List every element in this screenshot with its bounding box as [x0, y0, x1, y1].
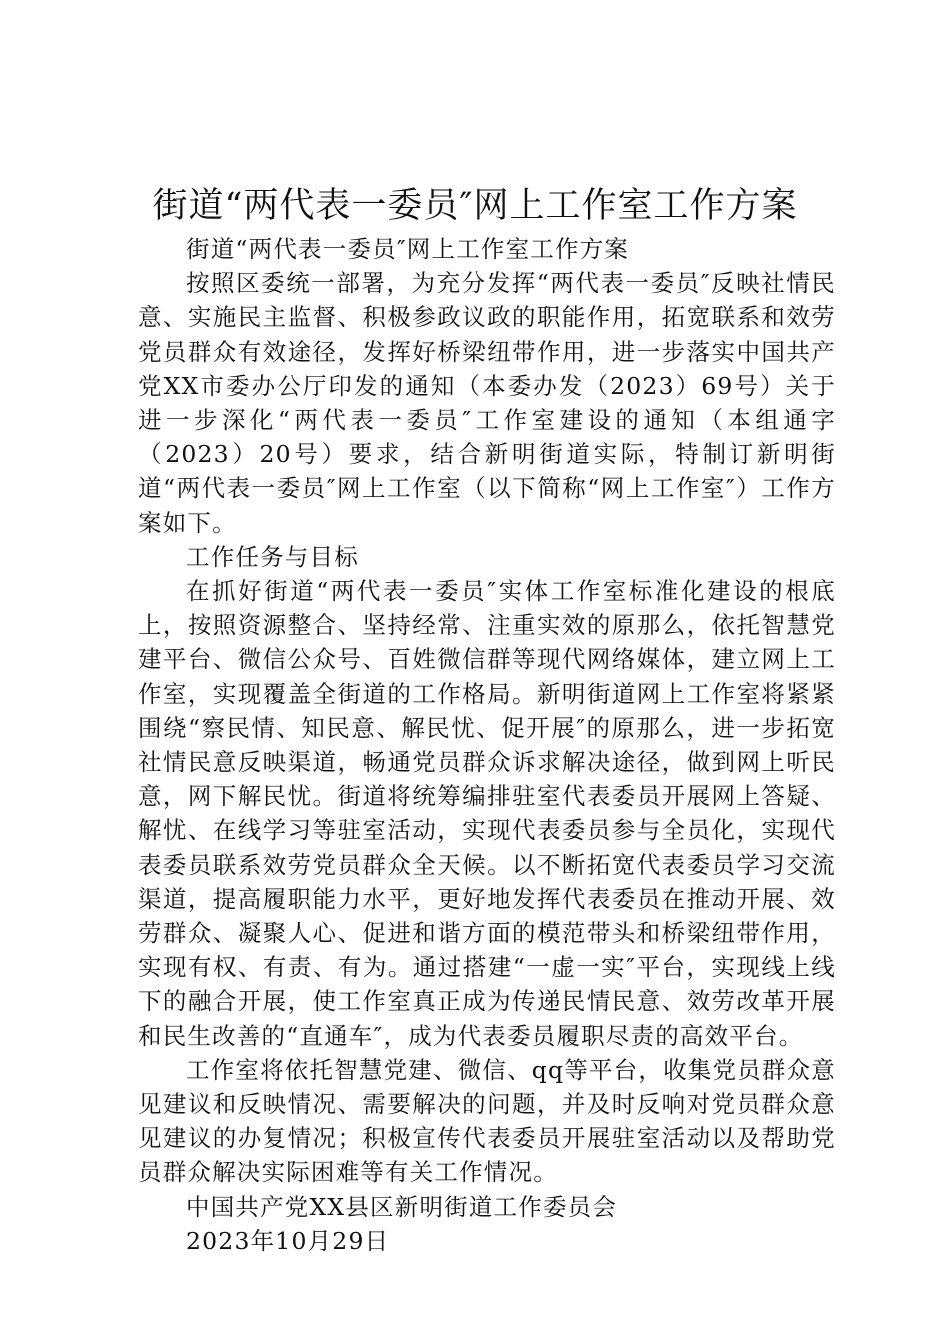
- date-line: 2023年10月29日: [186, 1226, 390, 1255]
- subtitle-paragraph: 街道“两代表一委员″网上工作室工作方案: [186, 235, 630, 263]
- tasks-paragraph: 在抓好街道“两代表一委员″实体工作室标准化建设的根底上，按照资源整合、坚持经常、注重实效的原那么，依托智慧党建平台、微信公众号、百姓微信群等现代网络媒体，建立网上工作室，实现覆盖全街道的工作格局。新明街道网上工作室将紧紧围绕“察民情、知民意、解民忧、促开展″的原那么，进一步拓宽社情民意反映渠道，畅通党员群众诉求解决途径，做到网上听民意，网下解民忧。街道将统筹编排驻室代表委员开展网上答疑、解忧、在线学习等驻室活动，实现代表委员参与全员化，实现代表委员联系效劳党员群众全天候。以不断拓宽代表委员学习交流渠道，提高履职能力水平，更好地发挥代表委员在推动开展、效劳群众、凝聚人心、促进和谐方面的模范带头和桥梁纽带作用，实现有权、有责、有为。通过搭建“一虚一实″平台，实现线上线下的融合开展，使工作室真正成为传递民情民意、效劳改革开展和民生改善的“直通车″，成为代表委员履职尽责的高效平台。: [138, 577, 836, 1050]
- section-heading: 工作任务与目标: [186, 542, 359, 571]
- issuer-line: 中国共产党XX县区新明街道工作委员会: [186, 1192, 618, 1221]
- document-title: 街道“两代表一委员″网上工作室工作方案: [152, 186, 798, 226]
- platform-paragraph: 工作室将依托智慧党建、微信、qq等平台，收集党员群众意见建议和反映情况、需要解决的问题，并及时反响对党员群众意见建议的办复情况；积极宣传代表委员开展驻室活动以及帮助党员群众解决实际困难等有关工作情况。: [138, 1055, 836, 1187]
- intro-paragraph: 按照区委统一部署，为充分发挥“两代表一委员″反映社情民意、实施民主监督、积极参政议政的职能作用，拓宽联系和效劳党员群众有效途径，发挥好桥梁纽带作用，进一步落实中国共产党XX市委办公厅印发的通知（本委办发（2023）69号）关于进一步深化“两代表一委员″工作室建设的通知（本组通字（2023）20号）要求，结合新明街道实际，特制订新明街道“两代表一委员″网上工作室（以下简称“网上工作室″）工作方案如下。: [138, 269, 836, 537]
- document-body: [138, 232, 836, 1258]
